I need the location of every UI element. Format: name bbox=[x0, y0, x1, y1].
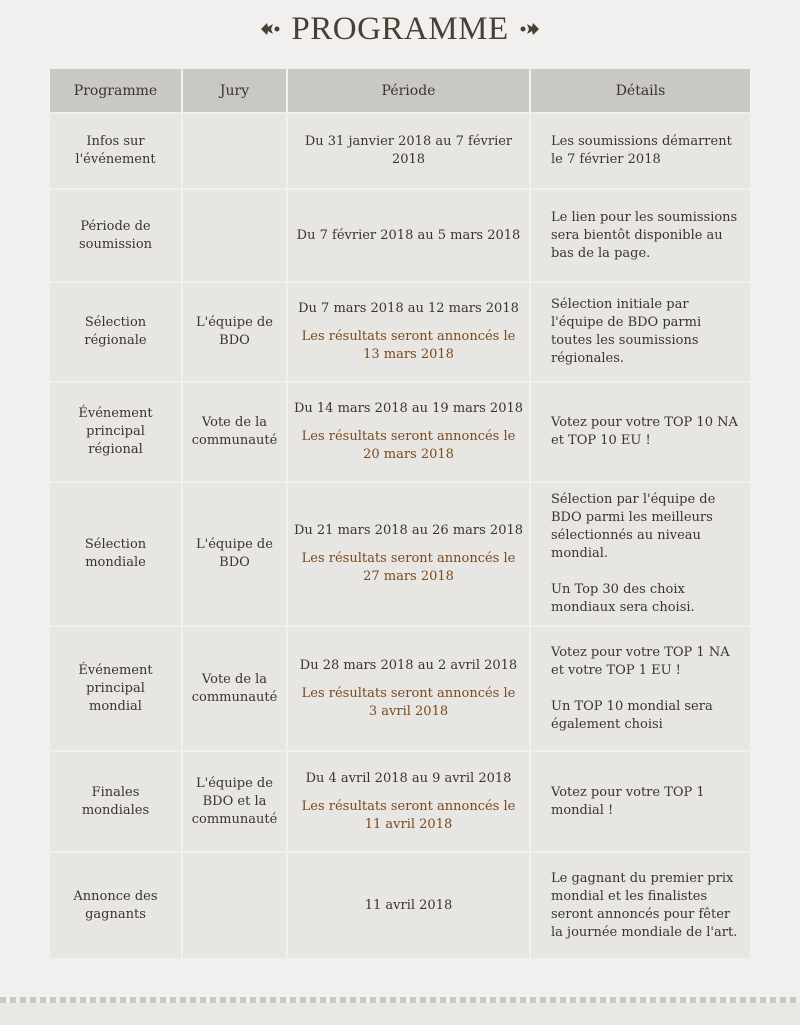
programme-cell bbox=[50, 283, 183, 383]
details-text: Votez pour votre TOP 1 NA et votre TOP 1 EU ! bbox=[551, 644, 730, 678]
jury-cell bbox=[183, 283, 288, 383]
table-row bbox=[50, 114, 750, 190]
table-row bbox=[50, 752, 750, 853]
details-cell bbox=[531, 114, 750, 190]
details-text: Le gagnant du premier prix mondial et les finalistes seront annoncés pour fêter la journée mondiale de l'art. bbox=[551, 870, 738, 940]
details-text: Un Top 30 des choix mondiaux sera choisi. bbox=[551, 582, 695, 615]
details-text: Le lien pour les soumissions sera bientôt disponible au bas de la page. bbox=[551, 209, 738, 261]
table-row bbox=[50, 283, 750, 383]
details-text: Votez pour votre TOP 1 mondial ! bbox=[551, 784, 705, 818]
programme-name: Annonce des gagnants bbox=[73, 888, 158, 922]
jury-cell bbox=[183, 383, 288, 483]
header-jury: Jury bbox=[183, 69, 288, 114]
details-text: Sélection initiale par l'équipe de BDO parmi toutes les soumissions régionales. bbox=[551, 297, 702, 366]
jury-name: L'équipe de BDO et la communauté bbox=[191, 775, 278, 827]
table-row bbox=[50, 383, 750, 483]
programme-cell bbox=[50, 483, 183, 627]
programme-cell bbox=[50, 190, 183, 283]
results-announcement: Les résultats seront annoncés le 3 avril 2018 bbox=[301, 685, 516, 719]
jury-name: L'équipe de BDO bbox=[196, 537, 273, 570]
details-cell bbox=[531, 483, 750, 627]
programme-cell bbox=[50, 383, 183, 483]
details-cell bbox=[531, 627, 750, 752]
programme-cell bbox=[50, 627, 183, 752]
period-dates: Du 7 mars 2018 au 12 mars 2018 bbox=[298, 301, 519, 316]
programme-cell bbox=[50, 752, 183, 853]
programme-name: Sélection régionale bbox=[84, 315, 147, 348]
period-cell bbox=[288, 483, 531, 627]
details-cell bbox=[531, 190, 750, 283]
table-row bbox=[50, 627, 750, 752]
period-dates: Du 21 mars 2018 au 26 mars 2018 bbox=[293, 523, 524, 538]
jury-cell bbox=[183, 190, 288, 283]
period-dates: Du 7 février 2018 au 5 mars 2018 bbox=[296, 227, 521, 243]
jury-cell bbox=[183, 752, 288, 853]
details-text: Sélection par l'équipe de BDO parmi les meilleurs sélectionnés au niveau mondial. bbox=[551, 492, 716, 561]
jury-cell bbox=[183, 627, 288, 752]
period-cell bbox=[288, 114, 531, 190]
results-announcement: Les résultats seront annoncés le 20 mars 2018 bbox=[301, 429, 516, 462]
table-row bbox=[50, 190, 750, 283]
details-text: Un TOP 10 mondial sera également choisi bbox=[551, 698, 713, 732]
details-cell bbox=[531, 853, 750, 960]
period-dates: Du 28 mars 2018 au 2 avril 2018 bbox=[299, 657, 518, 673]
jury-name: L'équipe de BDO bbox=[196, 315, 273, 348]
period-cell bbox=[288, 853, 531, 960]
programme-cell bbox=[50, 853, 183, 960]
table-row bbox=[50, 853, 750, 960]
details-cell bbox=[531, 383, 750, 483]
jury-name: Vote de la communauté bbox=[191, 415, 278, 448]
period-cell bbox=[288, 383, 531, 483]
page-title-bar bbox=[0, 8, 800, 50]
results-announcement: Les résultats seront annoncés le 27 mars 2018 bbox=[301, 551, 516, 584]
header-periode: Période bbox=[288, 69, 531, 114]
programme-name: Événement principal mondial bbox=[78, 662, 153, 714]
table-header-row bbox=[50, 69, 750, 114]
programme-table bbox=[50, 69, 750, 960]
programme-name: Finales mondiales bbox=[81, 784, 150, 818]
table-row bbox=[50, 483, 750, 627]
header-details: Détails bbox=[531, 69, 750, 114]
fleuron-left-icon bbox=[259, 18, 281, 40]
period-dates: Du 31 janvier 2018 au 7 février 2018 bbox=[304, 134, 513, 167]
details-cell bbox=[531, 752, 750, 853]
period-dates: Du 4 avril 2018 au 9 avril 2018 bbox=[305, 770, 512, 786]
details-text: Votez pour votre TOP 10 NA et TOP 10 EU ! bbox=[551, 415, 738, 448]
jury-name: Vote de la communauté bbox=[191, 671, 278, 705]
header-programme: Programme bbox=[50, 69, 183, 114]
jury-cell bbox=[183, 853, 288, 960]
programme-name: Sélection mondiale bbox=[84, 537, 147, 570]
programme-name: Période de soumission bbox=[78, 218, 153, 252]
details-text: Les soumissions démarrent le 7 février 2018 bbox=[551, 134, 732, 167]
jury-cell bbox=[183, 483, 288, 627]
page-footer-strip bbox=[0, 1003, 800, 1025]
results-announcement: Les résultats seront annoncés le 13 mars 2018 bbox=[301, 329, 516, 362]
programme-name: Infos sur l'événement bbox=[75, 134, 156, 167]
programme-name: Événement principal régional bbox=[78, 406, 153, 457]
page-title: PROGRAMME bbox=[291, 10, 509, 47]
period-dates: 11 avril 2018 bbox=[364, 897, 453, 913]
fleuron-right-icon bbox=[519, 18, 541, 40]
results-announcement: Les résultats seront annoncés le 11 avril 2018 bbox=[301, 798, 516, 832]
programme-cell bbox=[50, 114, 183, 190]
jury-cell bbox=[183, 114, 288, 190]
period-cell bbox=[288, 190, 531, 283]
period-cell bbox=[288, 752, 531, 853]
period-dates: Du 14 mars 2018 au 19 mars 2018 bbox=[293, 401, 524, 416]
details-cell bbox=[531, 283, 750, 383]
period-cell bbox=[288, 283, 531, 383]
period-cell bbox=[288, 627, 531, 752]
